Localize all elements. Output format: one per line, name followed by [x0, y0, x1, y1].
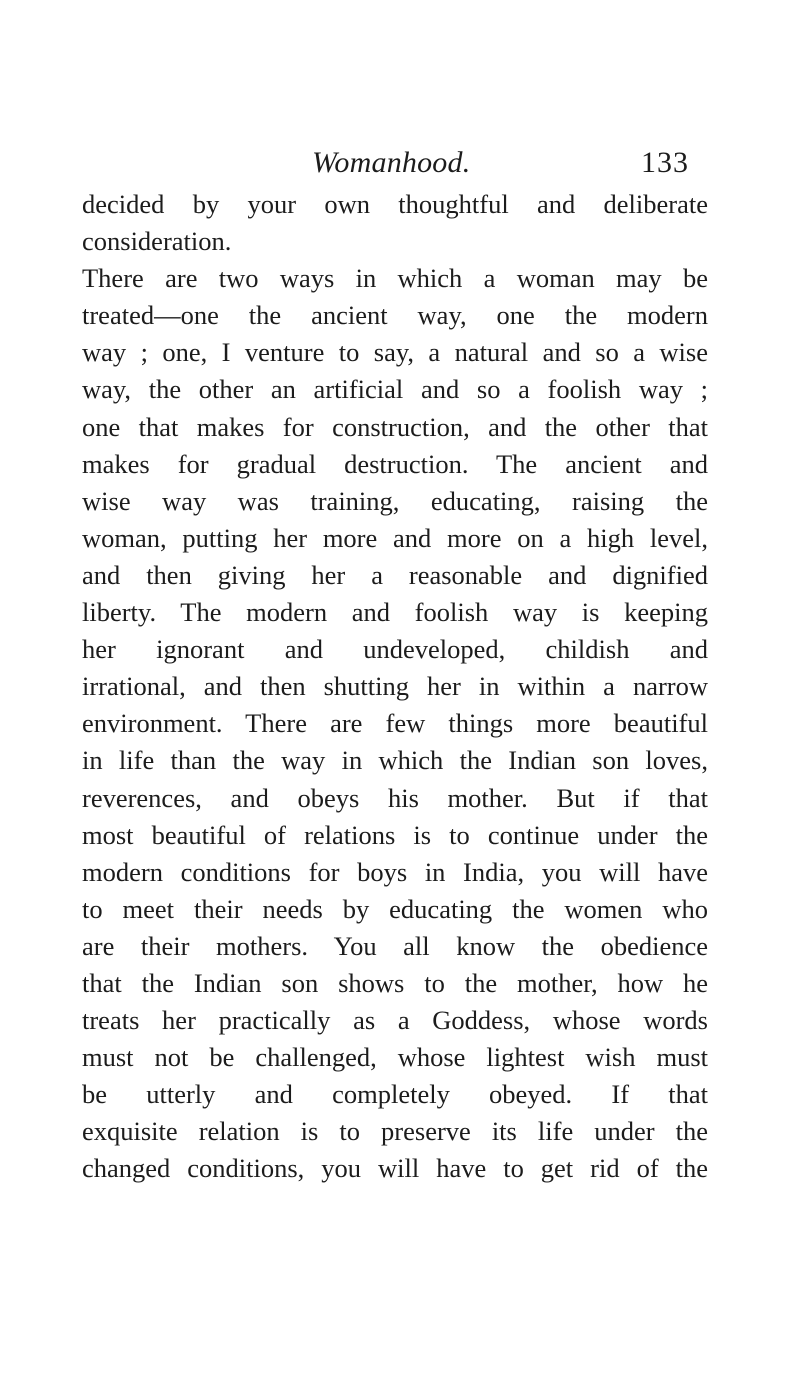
text-line: reverences, and obeys his mother. But if that [82, 782, 708, 813]
text-line: in life than the way in which the Indian son loves, [82, 745, 708, 776]
text-line: way ; one, I venture to say, a natural and so a wise [82, 337, 708, 368]
page-number: 133 [641, 146, 689, 179]
text-line: liberty. The modern and foolish way is keeping [82, 597, 708, 628]
text-line: must not be challenged, whose lightest wish must [82, 1042, 708, 1073]
text-line: There are two ways in which a woman may be [82, 263, 708, 294]
text-line: be utterly and completely obeyed. If that [82, 1079, 708, 1110]
text-line: that the Indian son shows to the mother, how he [82, 967, 708, 998]
text-line: woman, putting her more and more on a high level, [82, 522, 708, 553]
text-line: treats her practically as a Goddess, whose words [82, 1005, 708, 1036]
text-line: treated—one the ancient way, one the modern [82, 300, 708, 331]
text-line: changed conditions, you will have to get rid of the [82, 1153, 708, 1184]
text-line: and then giving her a reasonable and dignified [82, 559, 708, 590]
text-line: exquisite relation is to preserve its life under the [82, 1116, 708, 1147]
text-line: makes for gradual destruction. The ancient and [82, 448, 708, 479]
text-line: most beautiful of relations is to continue under the [82, 819, 708, 850]
running-title: Womanhood. [312, 146, 471, 179]
text-line: wise way was training, educating, raising the [82, 485, 708, 516]
text-line: decided by your own thoughtful and deliberate [82, 189, 708, 219]
text-line: are their mothers. You all know the obedience [82, 930, 708, 961]
text-line: modern conditions for boys in India, you will have [82, 856, 708, 887]
text-line: one that makes for construction, and the other that [82, 411, 708, 442]
text-line: consideration. [82, 226, 232, 257]
body-text [82, 186, 708, 1188]
text-line: her ignorant and undeveloped, childish and [82, 634, 708, 665]
text-line: environment. There are few things more beautiful [82, 708, 708, 739]
text-line: to meet their needs by educating the women who [82, 893, 708, 924]
text-line: way, the other an artificial and so a foolish way ; [82, 374, 708, 405]
text-line: irrational, and then shutting her in within a narrow [82, 671, 708, 702]
